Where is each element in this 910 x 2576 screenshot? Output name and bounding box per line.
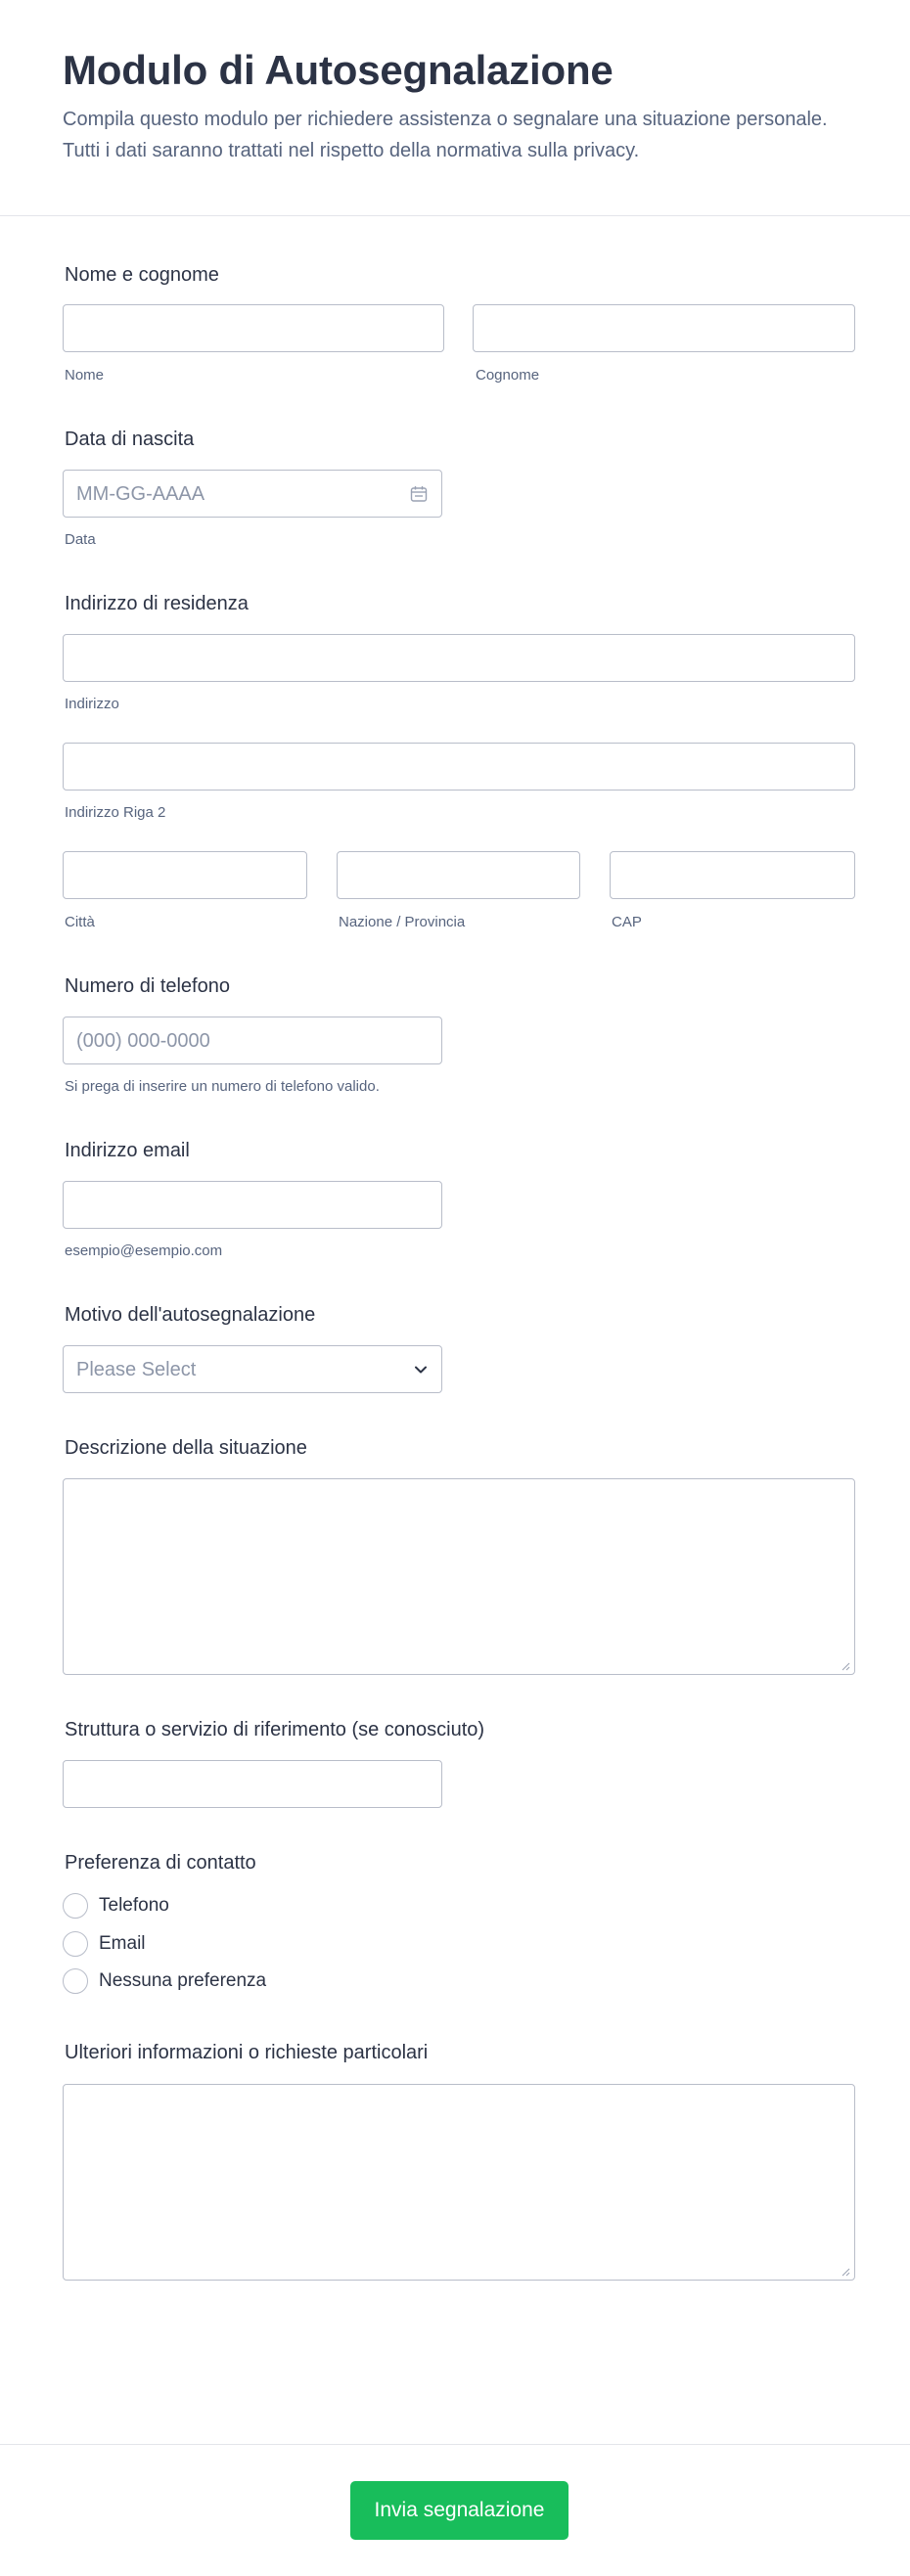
reason-label: Motivo dell'autosegnalazione bbox=[65, 1304, 316, 1326]
description-label: Descrizione della situazione bbox=[65, 1437, 307, 1459]
phone-label: Numero di telefono bbox=[65, 975, 230, 997]
chevron-down-icon bbox=[412, 1361, 430, 1378]
email-sublabel: esempio@esempio.com bbox=[65, 1243, 223, 1259]
email-input[interactable] bbox=[63, 1181, 442, 1229]
form-header bbox=[0, 0, 910, 216]
page-subtitle: Compila questo modulo per richiedere assistenza o segnalare una situazione personale. Tutti i dati saranno trattati nel rispetto della normativa sulla privacy. bbox=[63, 109, 828, 161]
first-name-sublabel: Nome bbox=[65, 367, 105, 384]
address-label: Indirizzo di residenza bbox=[65, 593, 249, 614]
email-label: Indirizzo email bbox=[65, 1140, 190, 1161]
city-input[interactable] bbox=[63, 851, 307, 899]
radio-label[interactable]: Nessuna preferenza bbox=[99, 1970, 267, 1991]
address-line2-sublabel: Indirizzo Riga 2 bbox=[65, 804, 166, 821]
radio-circle[interactable] bbox=[63, 1931, 88, 1957]
last-name-sublabel: Cognome bbox=[476, 367, 540, 384]
radio-label[interactable]: Email bbox=[99, 1933, 146, 1954]
birthdate-input[interactable] bbox=[63, 470, 442, 518]
notes-label: Ulteriori informazioni o richieste particolari bbox=[65, 2042, 429, 2063]
name-label: Nome e cognome bbox=[65, 264, 219, 286]
phone-input[interactable] bbox=[63, 1017, 442, 1064]
zip-input[interactable] bbox=[610, 851, 855, 899]
contact-pref-label: Preferenza di contatto bbox=[65, 1852, 256, 1874]
description-textarea[interactable] bbox=[63, 1478, 855, 1675]
radio-label[interactable]: Telefono bbox=[99, 1895, 169, 1916]
zip-sublabel: CAP bbox=[612, 914, 642, 930]
radio-circle[interactable] bbox=[63, 1893, 88, 1919]
resize-handle-icon[interactable] bbox=[842, 2268, 850, 2277]
phone-placeholder: (000) 000-0000 bbox=[76, 1030, 210, 1052]
address-line1-sublabel: Indirizzo bbox=[65, 696, 119, 712]
service-input[interactable] bbox=[63, 1760, 442, 1808]
state-input[interactable] bbox=[337, 851, 580, 899]
birthdate-sublabel: Data bbox=[65, 531, 96, 548]
birthdate-label: Data di nascita bbox=[65, 429, 195, 450]
address-line2-input[interactable] bbox=[63, 743, 855, 791]
city-sublabel: Città bbox=[65, 914, 95, 930]
birthdate-placeholder: MM-GG-AAAA bbox=[76, 483, 205, 505]
last-name-input[interactable] bbox=[473, 304, 855, 352]
reason-selected-value: Please Select bbox=[76, 1359, 197, 1380]
address-line1-input[interactable] bbox=[63, 634, 855, 682]
phone-sublabel: Si prega di inserire un numero di telefono valido. bbox=[65, 1078, 380, 1095]
resize-handle-icon[interactable] bbox=[842, 1662, 850, 1671]
notes-textarea[interactable] bbox=[63, 2084, 855, 2281]
reason-select[interactable] bbox=[63, 1345, 442, 1393]
page-title: Modulo di Autosegnalazione bbox=[63, 47, 614, 93]
submit-button[interactable]: Invia segnalazione bbox=[350, 2481, 569, 2540]
first-name-input[interactable] bbox=[63, 304, 444, 352]
service-label: Struttura o servizio di riferimento (se conosciuto) bbox=[65, 1719, 485, 1740]
calendar-icon[interactable] bbox=[410, 485, 428, 503]
radio-circle[interactable] bbox=[63, 1968, 88, 1994]
state-sublabel: Nazione / Provincia bbox=[339, 914, 466, 930]
